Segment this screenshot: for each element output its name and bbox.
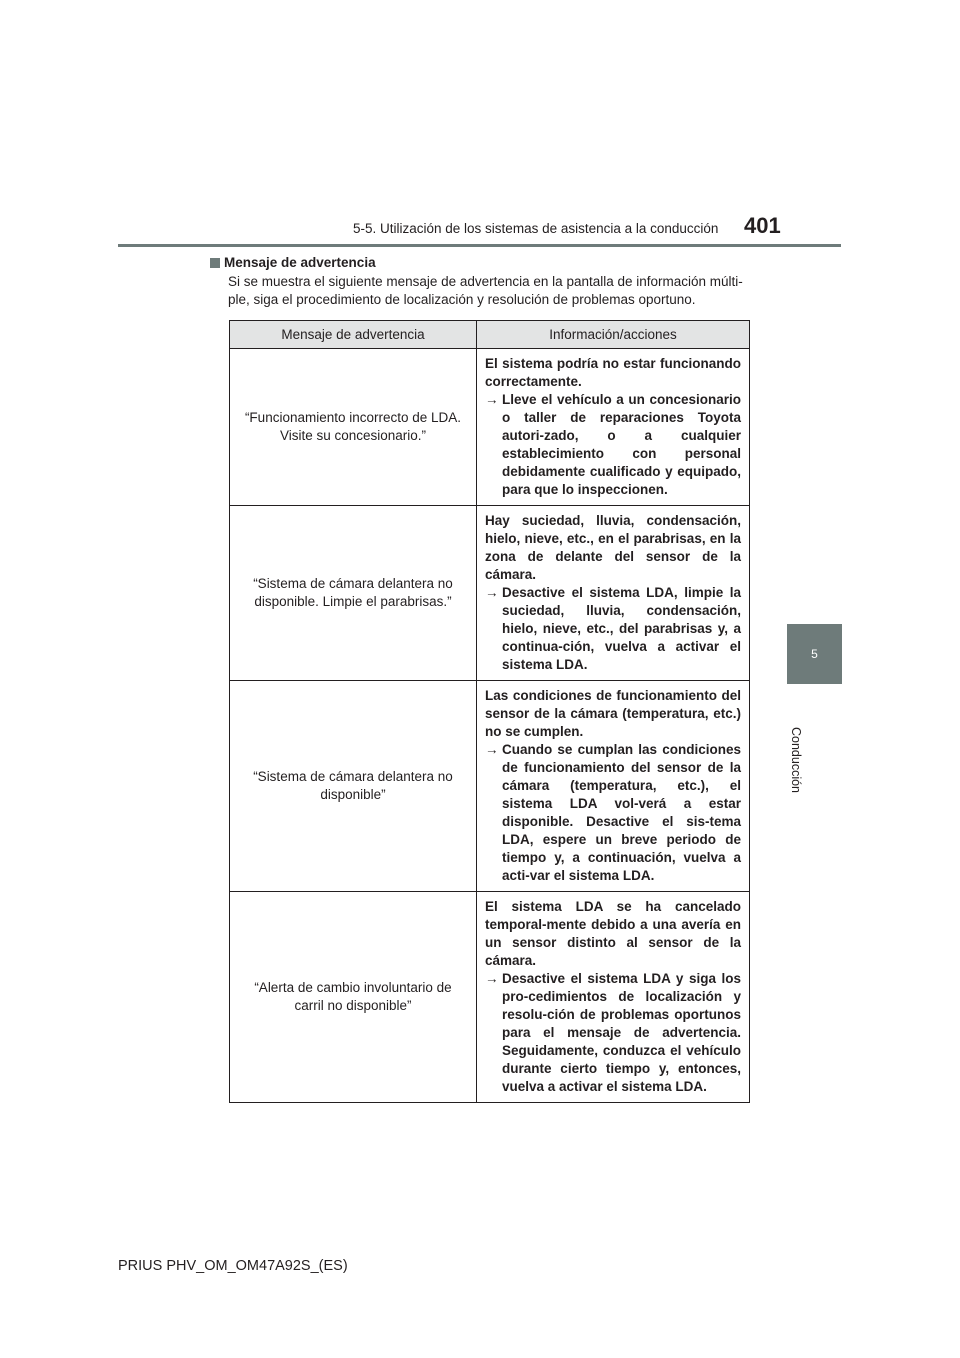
action-text: Lleve el vehículo a un concesionario o taller de reparaciones Toyota autori-zado, o a cualquier establecimiento con personal debidamente cualificado y equipado, para que lo inspeccionen. bbox=[502, 392, 741, 497]
info-actions-cell bbox=[477, 349, 750, 506]
page-number: 401 bbox=[744, 213, 781, 238]
chapter-tab bbox=[787, 624, 842, 684]
running-header-section: 5-5. Utilización de los sistemas de asistencia a la conducción bbox=[353, 221, 719, 236]
condition-text: Las condiciones de funcionamiento del sensor de la cámara (temperatura, etc.) no se cumplen. bbox=[485, 688, 741, 739]
arrow-icon: → bbox=[485, 392, 499, 407]
table-row bbox=[230, 349, 750, 506]
table-row bbox=[230, 506, 750, 681]
warning-message-cell: “Alerta de cambio involuntario de carril no disponible” bbox=[230, 892, 477, 1103]
chapter-number: 5 bbox=[811, 647, 818, 661]
table-header-row bbox=[230, 321, 750, 349]
condition-text: El sistema podría no estar funcionando correctamente. bbox=[485, 356, 741, 389]
table-row bbox=[230, 892, 750, 1103]
warning-message-cell: “Sistema de cámara delantera no disponible. Limpie el parabrisas.” bbox=[230, 506, 477, 681]
action-item bbox=[485, 391, 741, 499]
action-text: Desactive el sistema LDA y siga los pro-cedimientos de localización y resolu-ción de problemas oportunos para el mensaje de advertencia. Seguidamente, conduzca el vehículo durante cierto tiempo y, entonces, vuelva a activar el sistema LDA. bbox=[502, 971, 741, 1094]
column-header-message: Mensaje de advertencia bbox=[230, 321, 477, 349]
manual-code-footer: PRIUS PHV_OM_OM47A92S_(ES) bbox=[118, 1258, 348, 1274]
square-bullet-icon bbox=[210, 258, 220, 268]
intro-paragraph: Si se muestra el siguiente mensaje de advertencia en la pantalla de información múlti-ple, siga el procedimiento de localización y resolución de problemas oportuno. bbox=[228, 274, 743, 307]
chapter-label-container bbox=[768, 720, 823, 800]
arrow-icon: → bbox=[485, 585, 499, 600]
arrow-icon: → bbox=[485, 971, 499, 986]
column-header-info: Información/acciones bbox=[477, 321, 750, 349]
section-heading bbox=[210, 255, 376, 270]
action-text: Cuando se cumplan las condiciones de funcionamiento del sensor de la cámara (temperatura, etc.), el sistema LDA vol-verá a estar disponible. Desactive el sis-tema LDA, espere un breve periodo de tiempo y, a continuación, vuelva a acti-var el sistema LDA. bbox=[502, 742, 741, 883]
header-divider bbox=[118, 244, 841, 247]
section-heading-text: Mensaje de advertencia bbox=[224, 255, 376, 270]
table-row bbox=[230, 681, 750, 892]
condition-text: Hay suciedad, lluvia, condensación, hielo, nieve, etc., en el parabrisas, en la zona de delante del sensor de la cámara. bbox=[485, 513, 741, 582]
info-actions-cell bbox=[477, 506, 750, 681]
condition-text: El sistema LDA se ha cancelado temporal-mente debido a una avería en un sensor distinto al sensor de la cámara. bbox=[485, 899, 741, 968]
arrow-icon: → bbox=[485, 742, 499, 757]
info-actions-cell bbox=[477, 892, 750, 1103]
chapter-label: Conducción bbox=[788, 726, 803, 794]
warning-message-cell: “Funcionamiento incorrecto de LDA. Visite su concesionario.” bbox=[230, 349, 477, 506]
warning-message-cell: “Sistema de cámara delantera no disponible” bbox=[230, 681, 477, 892]
action-item bbox=[485, 970, 741, 1096]
warning-message-table bbox=[229, 320, 750, 1103]
info-actions-cell bbox=[477, 681, 750, 892]
action-item bbox=[485, 584, 741, 674]
action-item bbox=[485, 741, 741, 885]
action-text: Desactive el sistema LDA, limpie la suciedad, lluvia, condensación, hielo, nieve, etc., del parabrisas y, a continua-ción, vuelva a activar el sistema LDA. bbox=[502, 585, 741, 672]
